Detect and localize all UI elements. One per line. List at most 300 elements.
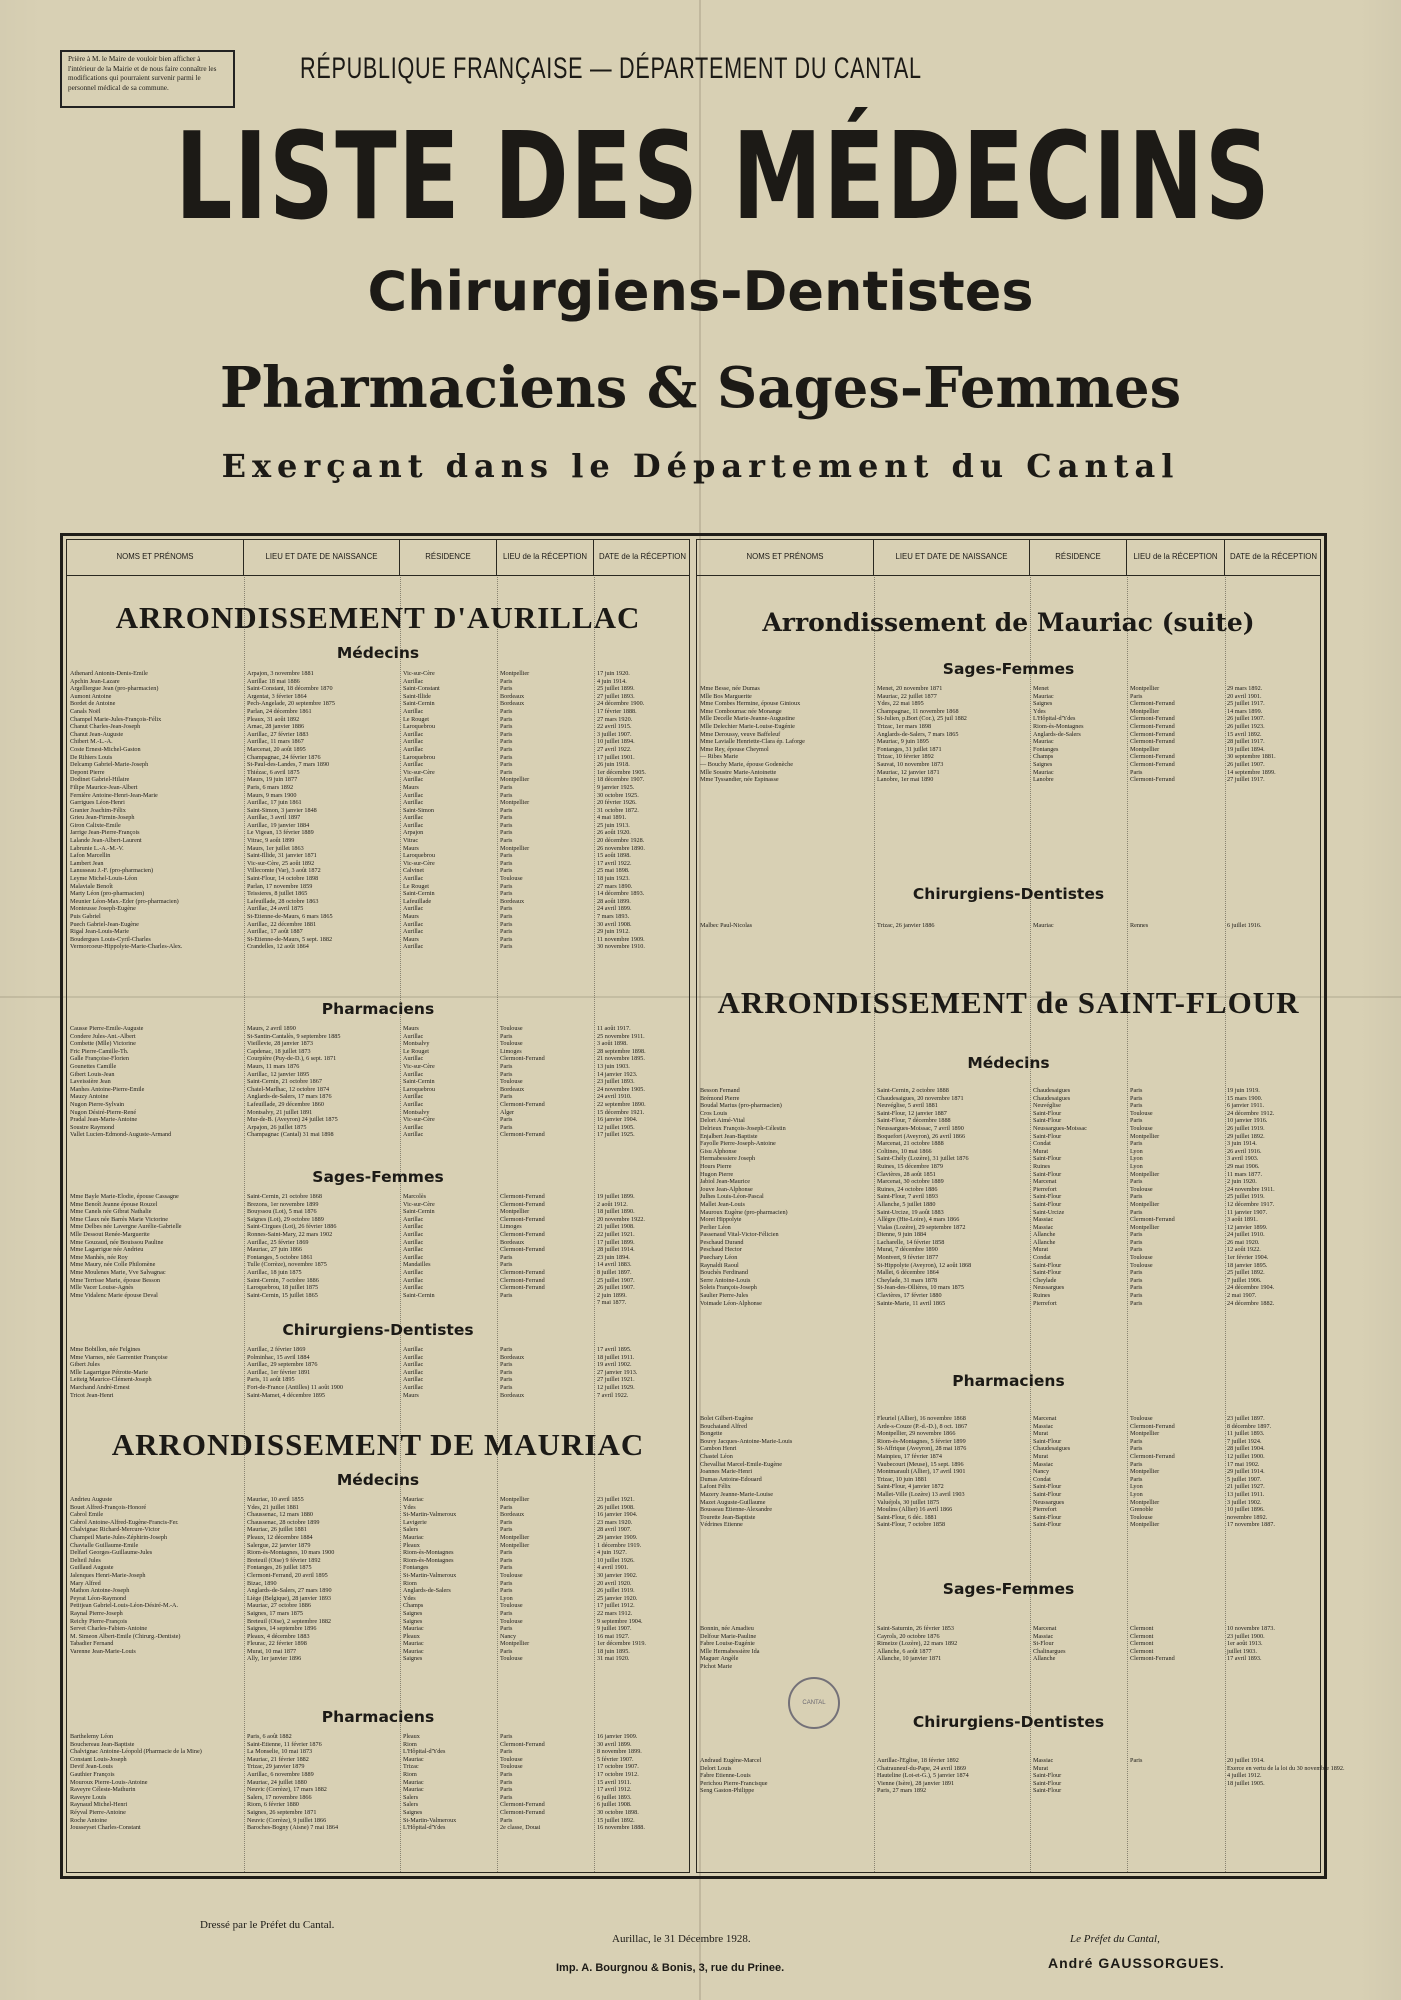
entry-residence: Salers — [403, 1793, 419, 1801]
entry-residence: St-Martin-Valmeroux — [403, 1511, 457, 1519]
entry-reception-place: Paris — [1130, 1094, 1143, 1102]
entry-birth: Aurillac, 3 avril 1897 — [247, 814, 301, 822]
entry-reception-date: 2 juin 1920. — [1227, 1178, 1257, 1186]
entry-reception-place: Paris — [500, 1733, 513, 1740]
entry-birth: Tulle (Corrèze), novembre 1875 — [247, 1261, 327, 1269]
entry-reception-place: Montpellier — [1130, 1468, 1160, 1476]
entry-reception-place: Paris — [500, 1503, 513, 1511]
table-row — [67, 1131, 689, 1139]
table-row — [697, 1521, 1320, 1529]
entry-reception-date: 3 juin 1914. — [1227, 1140, 1257, 1148]
entry-reception-place: Toulouse — [500, 1655, 523, 1663]
table-row — [67, 822, 689, 830]
entry-birth: Moulins (Allier) 16 avril 1866 — [877, 1506, 953, 1514]
entry-reception-place: Clermont-Ferrand — [500, 1100, 545, 1108]
entry-birth: Aurillac, 17 juin 1861 — [247, 799, 302, 807]
entry-name: Tricot Jean-Henri — [70, 1391, 114, 1399]
entry-residence: Aurillac — [403, 1100, 424, 1108]
entry-reception-date: 6 juillet 1916. — [1227, 922, 1262, 929]
entry-reception-place: Paris — [500, 928, 513, 936]
entry-birth: Ally, 1er janvier 1896 — [247, 1655, 302, 1663]
entry-name: Malbec Paul-Nicolas — [700, 922, 753, 929]
table-row — [697, 1254, 1320, 1262]
entry-name: Delfarl Georges-Guillaume-Jules — [70, 1549, 153, 1557]
table-row — [67, 829, 689, 837]
entry-name: Barthelemy Léon — [70, 1733, 114, 1740]
entry-birth: St-Hippolyte (Aveyron), 12 août 1868 — [877, 1261, 972, 1269]
entry-reception-date: 1er août 1913. — [1227, 1640, 1263, 1648]
footer-printer: Imp. A. Bourgnou & Bonis, 3, rue du Prinee. — [556, 1962, 785, 1974]
entry-name: Chalvignac Richard-Mercure-Victor — [70, 1526, 160, 1534]
entry-reception-place: Paris — [500, 1361, 513, 1369]
table-row — [67, 913, 689, 921]
entry-name: Perlier Léon — [700, 1223, 731, 1231]
entry-reception-place: Paris — [1130, 1284, 1143, 1292]
entry-reception-date: 24 novembre 1911. — [1227, 1185, 1275, 1193]
entry-reception-place: Grenoble — [1130, 1506, 1154, 1514]
table-row — [697, 1292, 1320, 1300]
entry-reception-date: 11 mars 1877. — [1227, 1170, 1263, 1178]
entry-name: Apchin Jean-Lazare — [70, 677, 120, 685]
entry-reception-date: 4 juin 1927. — [597, 1549, 627, 1557]
entry-residence: Aurillac — [403, 1223, 424, 1231]
entry-reception-place: Bordeaux — [500, 1238, 525, 1246]
entry-reception-place: Montpellier — [1130, 1430, 1160, 1438]
entry-name: Mme Rey, épouse Cheymol — [700, 745, 769, 753]
table-row — [67, 1078, 689, 1086]
table-row — [67, 1779, 689, 1787]
entry-reception-place: Paris — [1130, 1292, 1143, 1300]
entry-name: Raveyre Louis — [70, 1793, 107, 1801]
entry-birth: Saint-Flour, 6 déc. 1881 — [877, 1513, 937, 1521]
entry-reception-date: 9 septembre 1904. — [597, 1617, 643, 1625]
entry-reception-place: Montpellier — [500, 1208, 530, 1216]
entry-residence: Mauriac — [403, 1640, 424, 1648]
entry-residence: Champs — [1033, 753, 1054, 761]
entry-reception-place: Bordeaux — [500, 1353, 525, 1361]
entry-reception-date: 24 avril 1899. — [597, 905, 632, 913]
entry-residence: Lafeuillade — [403, 897, 432, 905]
table-row — [67, 860, 689, 868]
entry-residence: Vic-sur-Cère — [403, 1116, 435, 1124]
entry-name: Roche Antoine — [70, 1816, 107, 1824]
table-row — [67, 1549, 689, 1557]
entry-reception-place: Toulouse — [500, 1025, 523, 1032]
entry-birth: Fleuriel (Allier), 16 novembre 1868 — [877, 1415, 966, 1422]
entry-reception-place: Paris — [500, 920, 513, 928]
table-row — [67, 1376, 689, 1384]
entry-residence: Aurillac — [403, 707, 424, 715]
entry-birth: Lafeuillade, 28 octobre 1863 — [247, 897, 319, 905]
entry-name: Mme Canels née Gibrat Nathalie — [70, 1208, 152, 1216]
entry-residence: Saint-Flour — [1033, 1132, 1062, 1140]
entry-birth: Saint-Cirgues (Lot), 26 février 1886 — [247, 1223, 337, 1231]
entry-reception-date: 25 mai 1898. — [597, 867, 630, 875]
entry-birth: Aurillac, 1er février 1891 — [247, 1368, 311, 1376]
entry-residence: Salers — [403, 1526, 419, 1534]
entry-name: Laveissière Jean — [70, 1078, 111, 1086]
entry-name: Mlle Lagarrigue Pétrotte-Marie — [70, 1368, 148, 1376]
entry-name: Bouchaiand Alfred — [700, 1422, 747, 1430]
entry-name: Champeil Marie-Jules-Zéphirin-Joseph — [70, 1533, 168, 1541]
entry-reception-date: 11 août 1917. — [597, 1025, 631, 1032]
entry-birth: Ruines, 15 décembre 1879 — [877, 1162, 943, 1170]
entry-birth: Aurillac 18 mai 1886 — [247, 677, 300, 685]
entry-name: Andrieu Auguste — [70, 1496, 113, 1503]
table-row — [67, 1496, 689, 1504]
entry-reception-place: Lyon — [1130, 1483, 1143, 1491]
table-row — [67, 1109, 689, 1117]
entry-reception-place: Montpellier — [500, 1541, 530, 1549]
entry-reception-date: 17 juillet 1899. — [597, 1238, 635, 1246]
entry-residence: Aurillac — [403, 1032, 424, 1040]
entry-residence: Neussargues — [1033, 1498, 1065, 1506]
table-row — [67, 1763, 689, 1771]
entry-reception-place: Bordeaux — [500, 692, 525, 700]
entry-reception-date: 25 novembre 1911. — [597, 1032, 645, 1040]
col-header-residence: RÉSIDENCE — [400, 540, 497, 575]
entry-birth: Arnac, 28 janvier 1886 — [247, 723, 305, 731]
entry-birth: Sauvat, 10 novembre 1873 — [877, 760, 944, 768]
entry-birth: Chatel-Marlhac, 12 octobre 1874 — [247, 1085, 330, 1093]
entry-birth: Saint-Flour, 12 janvier 1887 — [877, 1109, 947, 1117]
entry-name: Jouve Jean-Alphonse — [700, 1185, 753, 1193]
entry-birth: Allègre (Hte-Loire), 4 mars 1866 — [877, 1216, 960, 1224]
entry-reception-place: Toulouse — [500, 1078, 523, 1086]
entry-name: Granier Joachim-Félix — [70, 806, 126, 814]
entry-birth: Aurillac, 18 juin 1875 — [247, 1268, 302, 1276]
entry-reception-place: Bordeaux — [500, 700, 525, 708]
table-row — [67, 1519, 689, 1527]
table-row — [697, 1087, 1320, 1095]
entry-residence: Riom — [403, 1579, 417, 1587]
entry-reception-place: Paris — [500, 1346, 513, 1353]
entry-residence: Chaudesaigues — [1033, 1445, 1071, 1453]
left-table-header — [67, 540, 689, 576]
entry-reception-date: 8 décembre 1897. — [1227, 1422, 1272, 1430]
entry-reception-date: 24 décembre 1900. — [597, 700, 645, 708]
table-row — [67, 875, 689, 883]
entry-residence: Maurs — [403, 935, 419, 943]
entry-reception-date: 28 juillet 1914. — [597, 1246, 635, 1254]
table-row — [697, 1095, 1320, 1103]
table-row — [697, 685, 1320, 693]
entry-reception-date: 30 octobre 1925. — [597, 791, 639, 799]
entry-reception-place: Paris — [500, 1070, 513, 1078]
entry-reception-date: 24 juillet 1910. — [1227, 1231, 1265, 1239]
entry-birth: Fontanges, 26 juillet 1875 — [247, 1564, 312, 1572]
entry-birth: Allanche, 5 juillet 1880 — [877, 1200, 936, 1208]
entry-reception-date: 27 mars 1920. — [597, 715, 633, 723]
entry-reception-date: 25 janvier 1920. — [597, 1594, 638, 1602]
entry-residence: Pleaux — [403, 1632, 420, 1640]
table-row — [67, 1071, 689, 1079]
table-row — [67, 807, 689, 815]
entry-name: Labrunie L.-A.-M.-V. — [70, 844, 124, 852]
entry-reception-date: 18 juillet 1911. — [597, 1353, 635, 1361]
mauriac-midwives-list — [697, 685, 1320, 784]
table-row — [67, 700, 689, 708]
entry-residence: Aurillac — [403, 1246, 424, 1254]
col-header-reception-place: LIEU de la RÉCEPTION — [1127, 540, 1225, 575]
entry-reception-date: 20 avril 1920. — [597, 1579, 632, 1587]
entry-reception-date: 20 décembre 1928. — [597, 837, 645, 845]
entry-reception-place: Toulouse — [500, 1602, 523, 1610]
entry-birth: Pech-Angelade, 20 septembre 1875 — [247, 700, 335, 708]
entry-birth: Polminhac, 15 avril 1884 — [247, 1353, 310, 1361]
right-table-header — [697, 540, 1320, 576]
entry-reception-date: 29 mars 1892. — [1227, 685, 1263, 692]
entry-reception-place: Paris — [500, 1032, 513, 1040]
aurillac-midwives-list — [67, 1193, 689, 1307]
entry-reception-place: Paris — [500, 768, 513, 776]
entry-residence: Saignes — [403, 1609, 423, 1617]
entry-residence: Massiac — [1033, 1223, 1054, 1231]
entry-residence: Aurillac — [403, 1361, 424, 1369]
table-row — [697, 1155, 1320, 1163]
entry-residence: Aurillac — [403, 1070, 424, 1078]
section-heading: Pharmaciens — [321, 1000, 435, 1018]
table-row — [697, 700, 1320, 708]
table-row — [67, 1124, 689, 1132]
entry-name: Leyme Michel-Louis-Léon — [70, 875, 138, 883]
entry-name: Peschaud Durand — [700, 1238, 744, 1246]
entry-reception-date: 28 août 1899. — [597, 897, 631, 905]
entry-name: Argelliergue Jean (pro-pharmacien) — [70, 685, 159, 693]
table-row — [67, 1824, 689, 1832]
entry-name: Gauthier François — [70, 1770, 115, 1778]
entry-reception-date: 3 avril 1903. — [1227, 1155, 1259, 1163]
entry-name: Bousseau Etienne-Alexandre — [700, 1506, 772, 1514]
entry-residence: Aurillac — [403, 1376, 424, 1384]
entry-birth: Ruines, 24 octobre 1886 — [877, 1185, 938, 1193]
entry-reception-date: 4 mai 1891. — [597, 814, 627, 822]
table-row — [67, 678, 689, 686]
table-row — [697, 1231, 1320, 1239]
entry-birth: Hauteline (Lot-et-G.), 5 janvier 1874 — [877, 1772, 969, 1780]
table-row — [67, 1239, 689, 1247]
entry-residence: Ydes — [403, 1503, 416, 1511]
entry-reception-date: 22 mars 1912. — [597, 1609, 633, 1617]
entry-reception-place: 2e classe, Douai — [500, 1824, 541, 1832]
entry-residence: Vic-sur-Cère — [403, 670, 435, 677]
table-row — [697, 1133, 1320, 1141]
entry-name: Raynaldi Raoul — [700, 1261, 739, 1269]
table-row — [67, 1025, 689, 1033]
entry-residence: Mauriac — [1033, 768, 1054, 776]
table-row — [697, 1663, 1320, 1671]
entry-name: Mme Claux née Barrès Marie Victorine — [70, 1215, 168, 1223]
table-row — [697, 1506, 1320, 1514]
entry-reception-date: 11 novembre 1909. — [597, 935, 645, 943]
entry-birth: Neuvéglise, 5 avril 1881 — [877, 1102, 938, 1110]
entry-birth: Neussargues-Moissac, 7 avril 1890 — [877, 1124, 964, 1132]
entry-reception-date: 16 janvier 1904. — [597, 1511, 638, 1519]
entry-reception-date: 17 février 1888. — [597, 707, 637, 715]
entry-reception-date: 14 mars 1899. — [1227, 707, 1263, 715]
entry-birth: Maurs, 2 avril 1890 — [247, 1025, 296, 1032]
entry-name: Bouvy Jacques-Antoine-Marie-Louis — [700, 1437, 793, 1445]
entry-reception-date: 14 avril 1883. — [597, 1261, 632, 1269]
entry-residence: Saint-Flour — [1033, 1513, 1062, 1521]
col-header-reception-place: LIEU de la RÉCEPTION — [497, 540, 594, 575]
entry-reception-date: 12 janvier 1899. — [1227, 1223, 1268, 1231]
entry-birth: Saint-Flour, 4 janvier 1872 — [877, 1483, 944, 1491]
entry-birth: St-Etienne-de-Maurs, 6 mars 1865 — [247, 913, 333, 920]
entry-reception-place: Toulouse — [1130, 1261, 1153, 1269]
table-row — [67, 1733, 689, 1741]
table-row — [697, 1640, 1320, 1648]
entry-name: Seng Gaston-Philippe — [700, 1787, 755, 1795]
entry-reception-place: Clermont-Ferrand — [1130, 722, 1175, 730]
entry-reception-place: Paris — [500, 783, 513, 791]
entry-reception-place: Paris — [1130, 1460, 1143, 1468]
entry-name: Mauroux Eugène (pro-pharmacien) — [700, 1208, 788, 1216]
entry-reception-place: Toulouse — [500, 1571, 523, 1579]
entry-birth: Laroquebrou, 18 juillet 1875 — [247, 1284, 319, 1292]
table-row — [697, 1415, 1320, 1423]
table-row — [67, 1595, 689, 1603]
entry-reception-date: 21 novembre 1895. — [597, 1055, 645, 1063]
entry-reception-date: 17 juillet 1925. — [597, 1131, 635, 1139]
entry-name: Mme Combes Hermine, épouse Ginioux — [700, 700, 801, 708]
entry-reception-place: Clermont-Ferrand — [1130, 1422, 1175, 1430]
table-row — [67, 1504, 689, 1512]
entry-reception-date: 24 novembre 1905. — [597, 1085, 645, 1093]
entry-name: Cabrol Antoine-Alfred-Eugène-Francis-Fer. — [70, 1518, 179, 1526]
entry-birth: Neuvic (Corrèze), 9 juillet 1866 — [247, 1816, 327, 1824]
entry-birth: Saignes (Lot), 29 octobre 1889 — [247, 1215, 324, 1223]
entry-birth: Liège (Belgique), 28 janvier 1893 — [247, 1594, 332, 1602]
entry-residence: Murat — [1033, 1764, 1049, 1772]
table-row — [67, 754, 689, 762]
table-row — [697, 1269, 1320, 1277]
entry-reception-place: Clermont-Ferrand — [500, 1268, 545, 1276]
entry-reception-place: Paris — [500, 685, 513, 693]
entry-reception-place: Paris — [500, 806, 513, 814]
table-row — [697, 922, 1320, 930]
col-header-residence: RÉSIDENCE — [1030, 540, 1127, 575]
entry-birth: Murat, 10 mai 1877 — [247, 1647, 297, 1655]
entry-birth: Saint-Flour, 14 octobre 1898 — [247, 875, 319, 883]
entry-birth: Menet, 20 novembre 1871 — [877, 685, 943, 692]
table-row — [67, 852, 689, 860]
table-row — [697, 731, 1320, 739]
entry-reception-place: Montpellier — [1130, 1200, 1160, 1208]
entry-birth: Fontanges, 5 octobre 1861 — [247, 1253, 313, 1261]
entry-residence: Le Rouget — [403, 1047, 429, 1055]
entry-reception-date: 12 juillet 1905. — [597, 1123, 635, 1131]
entry-name: Mme Gouzaud, née Bouissou Pauline — [70, 1238, 164, 1246]
entry-residence: Saint-Cernin — [403, 890, 435, 898]
entry-birth: Marcenat, 20 août 1895 — [247, 745, 306, 753]
entry-residence: Aurillac — [403, 1368, 424, 1376]
entry-reception-date: 8 novembre 1899. — [597, 1748, 642, 1756]
entry-reception-date: 20 novembre 1922. — [597, 1215, 645, 1223]
entry-reception-date: 27 juillet 1921. — [597, 1376, 635, 1384]
entry-name: Dodinet Gabriel-Hilaire — [70, 776, 130, 784]
entry-residence: Chaudesaigues — [1033, 1094, 1071, 1102]
table-row — [67, 716, 689, 724]
entry-reception-date: 28 avril 1907. — [597, 1526, 632, 1534]
table-row — [67, 1292, 689, 1300]
entry-reception-date: 27 janvier 1913. — [597, 1368, 638, 1376]
table-row — [67, 1786, 689, 1794]
entry-residence: Salers — [403, 1801, 419, 1809]
table-row — [697, 1125, 1320, 1133]
entry-name: Voimade Léon-Alphonse — [700, 1299, 762, 1307]
table-row — [697, 1453, 1320, 1461]
entry-reception-date: 7 juillet 1906. — [1227, 1276, 1262, 1284]
table-row — [697, 776, 1320, 784]
table-row — [67, 1201, 689, 1209]
entry-residence: Ydes — [1033, 707, 1046, 715]
entry-reception-place: Paris — [500, 1291, 513, 1299]
entry-reception-place: Paris — [500, 677, 513, 685]
entry-name: Mlle Hermabessière Ida — [700, 1647, 760, 1655]
entry-residence: Mauriac — [403, 1647, 424, 1655]
entry-birth: Teissieres, 8 juillet 1865 — [247, 890, 308, 898]
entry-name: Marchand André-Ernest — [70, 1383, 130, 1391]
entry-birth: Aurillac, 6 novembre 1889 — [247, 1770, 314, 1778]
entry-reception-date: 21 juillet 1908. — [597, 1223, 635, 1231]
entry-birth: Clavières, 28 août 1851 — [877, 1170, 936, 1178]
table-row — [67, 1246, 689, 1254]
entry-name: Fernière Antoine-Henri-Jean-Marie — [70, 791, 158, 799]
entry-reception-place: Montpellier — [500, 799, 530, 807]
entry-reception-date: 17 avril 1895. — [597, 1346, 632, 1353]
right-column — [696, 539, 1345, 1873]
entry-birth: Montpellier, 29 novembre 1866 — [877, 1430, 956, 1438]
entry-reception-place: Lyon — [1130, 1155, 1143, 1163]
entry-birth: Ydes, 21 juillet 1881 — [247, 1503, 299, 1511]
entry-residence: Saint-Flour — [1033, 1269, 1062, 1277]
entry-birth: St-Affrique (Aveyron), 28 mai 1876 — [877, 1445, 967, 1453]
table-row — [67, 1116, 689, 1124]
entry-residence: Aurillac — [403, 776, 424, 784]
entry-reception-place: Clermont-Ferrand — [500, 1200, 545, 1208]
entry-birth: St-Jean-des-Ollières, 10 mars 1875 — [877, 1284, 964, 1292]
table-row — [697, 1201, 1320, 1209]
entry-reception-date: 17 mai 1902. — [1227, 1460, 1260, 1468]
table-row — [67, 1392, 689, 1400]
entry-birth: Villecomte (Var), 3 août 1872 — [247, 867, 321, 875]
entry-birth: St-Etienne-de-Maurs, 5 sept. 1882 — [247, 935, 333, 943]
entry-residence: Saint-Flour — [1033, 1437, 1062, 1445]
entry-reception-date: 3 août 1898. — [597, 1040, 628, 1048]
section-heading: Sages-Femmes — [942, 660, 1075, 678]
entry-reception-place: Paris — [500, 1748, 513, 1756]
table-row — [67, 1384, 689, 1392]
entry-birth: Mauriac, 12 janvier 1871 — [877, 768, 940, 776]
entry-name: Mary Alfred — [70, 1579, 101, 1587]
entry-residence: Ruines — [1033, 1162, 1051, 1170]
entry-reception-place: Alger — [500, 1108, 515, 1116]
table-row — [697, 1140, 1320, 1148]
entry-name: Tabadier Fernand — [70, 1640, 114, 1648]
entry-reception-date: 25 juillet 1919. — [1227, 1193, 1265, 1201]
entry-reception-place: Clermont-Ferrand — [500, 1276, 545, 1284]
entry-reception-place: Paris — [1130, 1299, 1143, 1307]
entry-residence: Le Rouget — [403, 715, 429, 723]
table-row — [697, 1787, 1320, 1795]
entry-birth: Trizac, 10 juin 1881 — [877, 1475, 927, 1483]
table-row — [67, 1086, 689, 1094]
entry-name: Depont Pierre — [70, 768, 105, 776]
table-row — [67, 928, 689, 936]
entry-birth: Montmarault (Allier), 17 avril 1901 — [877, 1468, 966, 1476]
table-row — [67, 1063, 689, 1071]
